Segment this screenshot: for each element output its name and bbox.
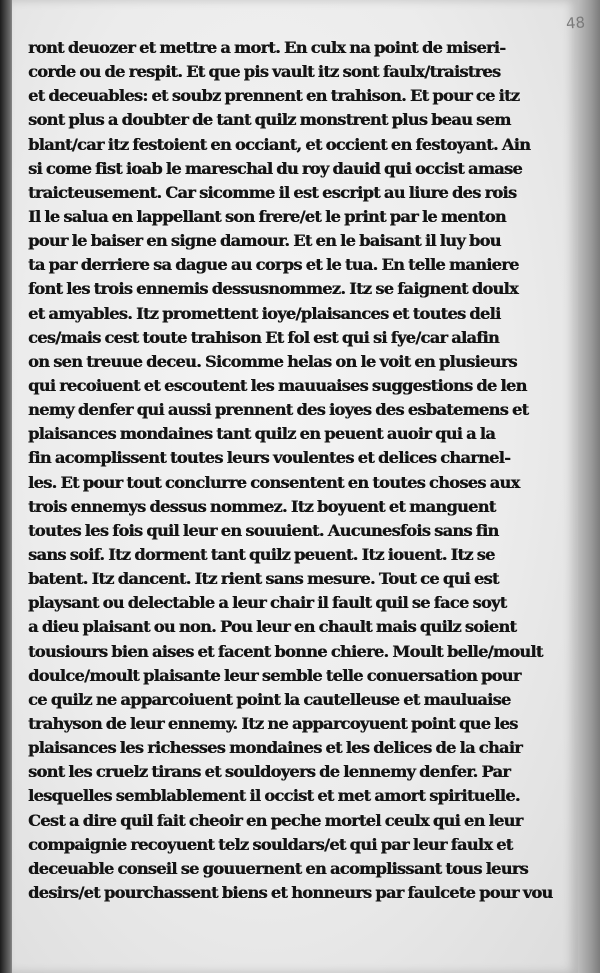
text-line: ta par derriere sa dague au corps et le tua. En telle maniere	[28, 255, 519, 275]
text-line: trahyson de leur ennemy. Itz ne apparcoyuent point que les	[28, 713, 518, 733]
text-line: deceuable conseil se gouuernent en acomplissant tous leurs	[28, 858, 528, 878]
text-line: ce quilz ne apparcoiuent point la cautelleuse et mauluaise	[28, 689, 511, 709]
text-line: plaisances les richesses mondaines et les delices de la chair	[28, 738, 522, 758]
text-line: Cest a dire quil fait cheoir en peche mortel ceulx qui en leur	[28, 810, 523, 830]
folio-number: 48	[565, 13, 586, 33]
text-line: blant/car itz festoient en occiant, et occient en festoyant. Ain	[28, 134, 531, 154]
text-line: nemy denfer qui aussi prennent des ioyes des esbatemens et	[28, 400, 529, 420]
text-line: a dieu plaisant ou non. Pou leur en chault mais quilz soient	[28, 617, 517, 637]
text-line: et amyables. Itz promettent ioye/plaisances et toutes deli	[28, 303, 501, 323]
text-line: ront deuozer et mettre a mort. En culx na point de miseri-	[28, 38, 506, 57]
text-line: les. Et pour tout conclurre consentent en toutes choses aux	[28, 472, 520, 492]
text-line: traicteusement. Car sicomme il est escript au liure des rois	[28, 182, 517, 202]
text-line: pour le baiser en signe damour. Et en le baisant il luy bou	[28, 231, 501, 251]
text-line: doulce/moult plaisante leur semble telle conuersation pour	[28, 665, 521, 685]
text-line: plaisances mondaines tant quilz en peuent auoir qui a la	[28, 424, 495, 444]
text-line: compaignie recoyuent telz souldars/et qui par leur faulx et	[28, 834, 513, 854]
text-line: tousiours bien aises et facent bonne chiere. Moult belle/moult	[28, 641, 543, 661]
text-line: batent. Itz dancent. Itz rient sans mesure. Tout ce qui est	[28, 569, 499, 589]
text-line: sont plus a doubter de tant quilz monstrent plus beau sem	[28, 110, 511, 130]
text-line: trois ennemys dessus nommez. Itz boyuent et manguent	[28, 496, 496, 516]
text-line: on sen treuue deceu. Sicomme helas on le voit en plusieurs	[28, 351, 517, 371]
text-line: Il le salua en lappellant son frere/et le print par le menton	[28, 206, 506, 226]
text-line: qui recoiuent et escoutent les mauuaises suggestions de len	[28, 375, 527, 395]
text-line: si come fist ioab le mareschal du roy dauid qui occist amase	[28, 158, 522, 178]
page-edge	[578, 0, 600, 973]
text-line: et deceuables: et soubz prennent en trahison. Et pour ce itz	[28, 86, 520, 106]
text-line: ces/mais cest toute trahison Et fol est qui si fye/car alafin	[28, 327, 499, 347]
text-line: sont les cruelz tirans et souldoyers de lennemy denfer. Par	[28, 762, 511, 782]
text-line: font les trois ennemis dessusnommez. Itz se faignent doulx	[28, 279, 518, 299]
text-line: corde ou de respit. Et que pis vault itz sont faulx/traistres	[28, 62, 501, 82]
text-line: desirs/et pourchassent biens et honneurs par faulcete pour vou	[28, 882, 553, 902]
text-line: fin acomplissent toutes leurs voulentes et delices charnel-	[28, 448, 511, 468]
text-block	[28, 36, 553, 905]
text-line: lesquelles semblablement il occist et met amort spirituelle.	[28, 786, 520, 806]
text-line: playsant ou delectable a leur chair il fault quil se face soyt	[28, 593, 507, 613]
text-line: toutes les fois quil leur en souuient. Aucunesfois sans fin	[28, 520, 499, 540]
text-line: sans soif. Itz dorment tant quilz peuent. Itz iouent. Itz se	[28, 544, 495, 564]
